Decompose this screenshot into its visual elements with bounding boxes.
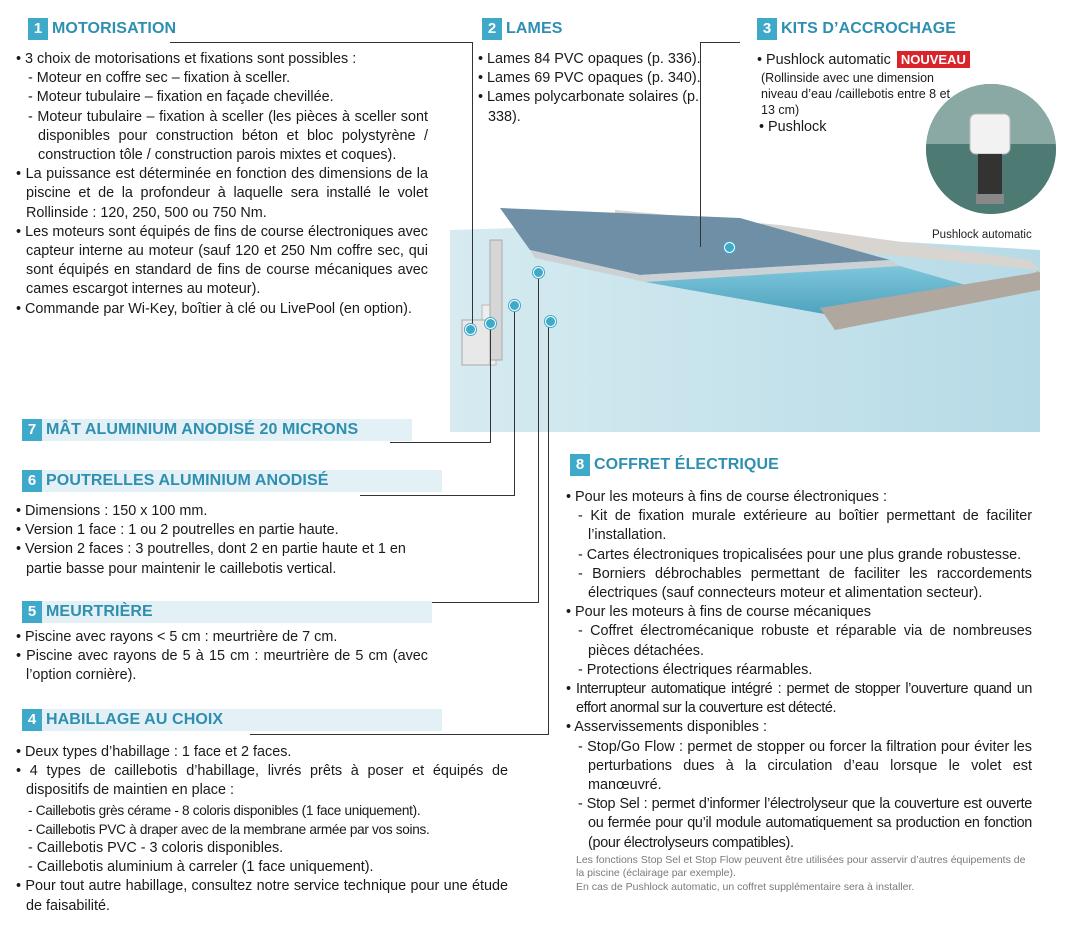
section-title: HABILLAGE AU CHOIX [46,711,224,728]
list-item: - Stop Sel : permet d’informer l’électrolyseur que la couverture est ouverte ou fermée pour qu’il module automatiquement sa production en fonction (pour électrolyseurs compatibles). [578,796,1032,851]
list-item: • Deux types d’habillage : 1 face et 2 faces. [16,744,292,760]
section-lames [478,18,732,127]
list-item: • Lames 84 PVC opaques (p. 336). [478,51,701,67]
photo-caption: Pushlock automatic [932,229,1032,241]
list-item: • 3 choix de motorisations et fixations sont possibles : [16,51,357,67]
section-title: COFFRET ÉLECTRIQUE [594,456,779,473]
marker-cover[interactable] [533,267,544,278]
section-title: MÂT ALUMINIUM ANODISÉ 20 MICRONS [46,421,359,438]
footnote: En cas de Pushlock automatic, un coffret supplémentaire sera à installer. [576,880,915,893]
marker-lames[interactable] [724,242,735,253]
list-item: • Interrupteur automatique intégré : permet de stopper l’ouverture quand un effort anormal sur la couverture est détecté. [566,681,1032,717]
list-item: • Les moteurs sont équipés de fins de course électroniques avec capteur interne au moteur (sauf 120 et 250 Nm coffre sec, qui sont équipés en standard de fins de course mécaniques avec cames escargot internes au moteur). [16,223,428,298]
section-number: 3 [757,18,777,40]
section-mat-aluminium [22,419,412,441]
list-item: • Pour les moteurs à fins de course mécaniques [566,604,871,621]
section-number: 2 [482,18,502,40]
section-header [28,18,428,40]
section-number: 8 [570,454,590,476]
marker-box[interactable] [545,316,556,327]
list-item: • Pour les moteurs à fins de course électroniques : [566,489,887,505]
list-item: - Moteur tubulaire – fixation à sceller (les pièces à sceller sont disponibles pour construction béton et bloc polystyrène / construction tôle / construction parois mixtes et coques). [28,108,428,164]
nouveau-badge: NOUVEAU [897,51,970,68]
list-item: - Caillebotis PVC - 3 coloris disponibles. [28,840,284,857]
section-title: POUTRELLES ALUMINIUM ANODISÉ [46,472,329,489]
list-item: • Lames polycarbonate solaires (p. 338). [478,89,700,125]
marker-motor[interactable] [485,318,496,329]
list-item: • Piscine avec rayons de 5 à 15 cm : meurtrière de 5 cm (avec l’option cornière). [16,648,428,684]
section-habillage [16,709,522,916]
list-item: • Version 2 faces : 3 poutrelles, dont 2 en partie haute et 1 en partie basse pour maintenir le caillebotis vertical. [16,541,406,577]
list-item: - Moteur tubulaire – fixation en façade chevillée. [28,89,334,106]
list-item: • 4 types de caillebotis d’habillage, livrés prêts à poser et équipés de dispositifs de maintien en place : [16,763,508,799]
footnote: Les fonctions Stop Sel et Stop Flow peuvent être utilisées pour asservir d’autres équipements de la piscine (éclairage par exemple). [576,853,1026,880]
list-item: • Commande par Wi-Key, boîtier à clé ou LivePool (en option). [16,300,412,317]
section-motorisation [16,18,428,319]
section-number: 6 [22,470,42,492]
section-coffret-electrique [566,454,1040,894]
list-item: - Borniers débrochables permettant de faciliter les raccordements électriques (sauf connecteurs moteur et alimentation secteur). [578,565,1032,602]
section-number: 1 [28,18,48,40]
list-item: - Protections électriques réarmables. [578,661,813,678]
list-item: • Pour tout autre habillage, consultez notre service technique pour une étude de faisabilité. [16,878,508,914]
list-item: • La puissance est déterminée en fonction des dimensions de la piscine et de la profondeur à laquelle sera installé le volet Rollinside : 120, 250, 500 ou 750 Nm. [16,166,428,221]
marker-beam[interactable] [509,300,520,311]
section-number: 7 [22,419,42,441]
section-number: 5 [22,601,42,623]
list-item: - Coffret électromécanique robuste et réparable via de nombreuses pièces détachées. [578,623,1032,659]
list-item: - Kit de fixation murale extérieure au boîtier permettant de faciliter l’installation. [578,508,1032,544]
list-item: • Piscine avec rayons < 5 cm : meurtrière de 7 cm. [16,629,338,645]
section-poutrelles [16,470,442,579]
section-title: MOTORISATION [52,20,177,37]
list-item: - Caillebotis PVC à draper avec de la membrane armée par vos soins. [28,821,430,837]
list-item: • Pushlock [759,119,827,136]
pushlock-note: (Rollinside avec une dimension niveau d’eau /caillebotis entre 8 et 13 cm) [761,71,951,118]
list-item: - Moteur en coffre sec – fixation à sceller. [28,70,291,87]
list-item: • Version 1 face : 1 ou 2 poutrelles en partie haute. [16,522,339,539]
list-item: - Caillebotis aluminium à carreler (1 face uniquement). [28,859,374,876]
section-title: KITS D’ACCROCHAGE [781,20,957,37]
list-item: - Caillebotis grès cérame - 8 coloris disponibles (1 face uniquement). [28,802,421,818]
list-item: • Lames 69 PVC opaques (p. 340). [478,70,701,87]
section-title: MEURTRIÈRE [46,603,153,620]
list-item: - Cartes électroniques tropicalisées pour une plus grande robustesse. [578,546,1022,563]
list-item: • Dimensions : 150 x 100 mm. [16,503,208,519]
section-meurtriere [16,601,432,686]
list-item: • Pushlock automatic NOUVEAU [757,50,1057,70]
section-number: 4 [22,709,42,731]
list-item: - Stop/Go Flow : permet de stopper ou forcer la filtration pour éviter les perturbations dues à la circulation d’eau lorsque le volet est manœuvré. [578,738,1032,794]
marker-mast[interactable] [465,324,476,335]
section-title: LAMES [506,20,563,37]
section-kits-accrochage [757,18,1057,137]
list-item: • Asservissements disponibles : [566,719,767,736]
